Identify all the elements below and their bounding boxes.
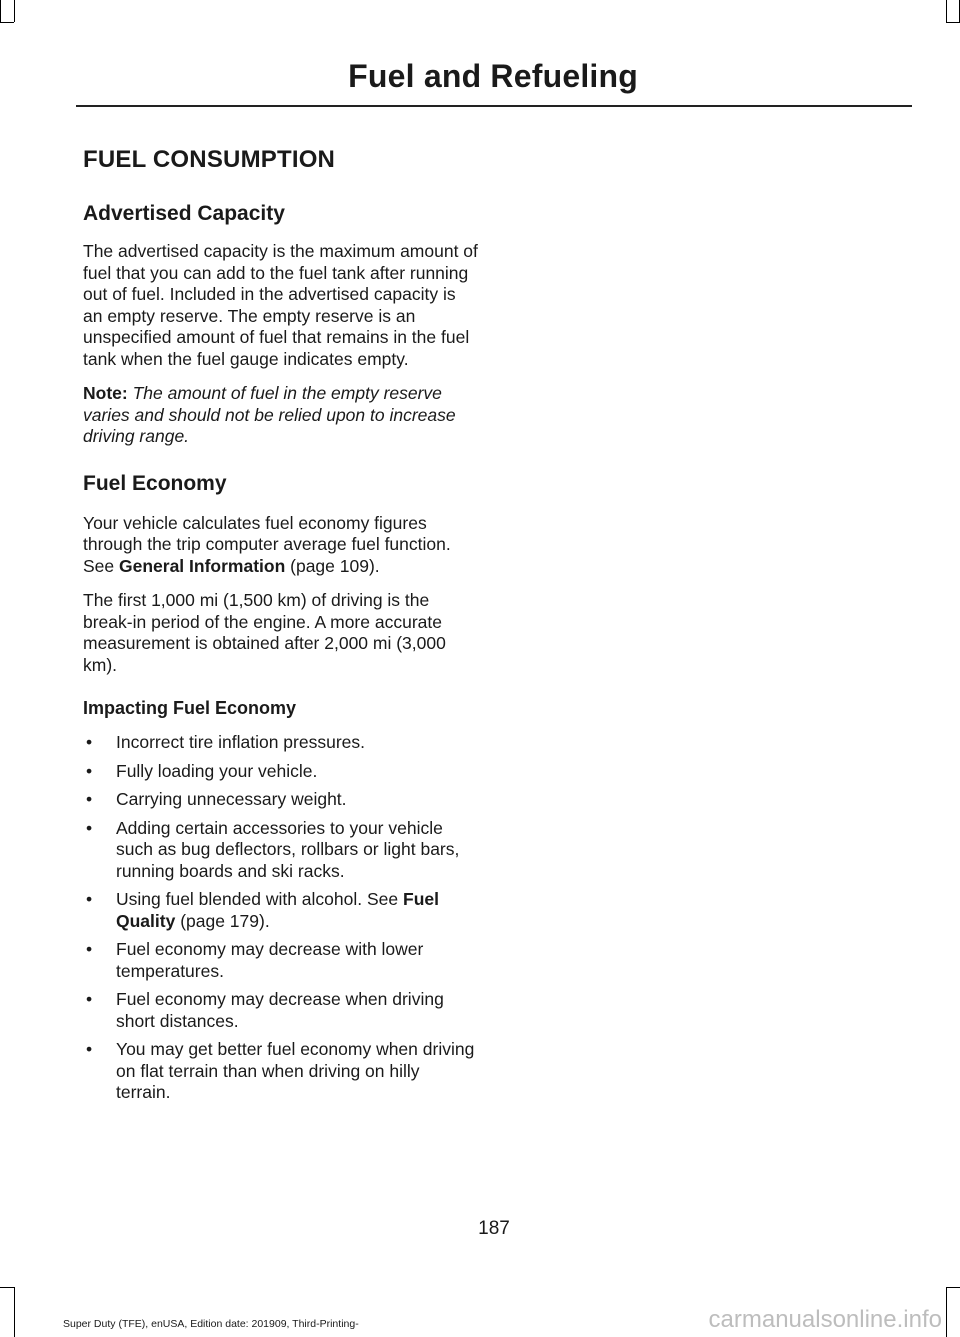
list-item — [83, 889, 478, 932]
list-item-text: You may get better fuel economy when driving on flat terrain than when driving on hilly terrain. — [116, 1039, 475, 1102]
bullet: • — [86, 732, 93, 752]
crop-mark — [0, 0, 1, 22]
header-divider — [76, 105, 912, 107]
page-header-title: Fuel and Refueling — [348, 58, 638, 94]
crop-mark — [946, 22, 960, 23]
page-ref: (page 179). — [175, 910, 270, 931]
section-title: FUEL CONSUMPTION — [83, 146, 336, 173]
bullet: • — [86, 817, 93, 838]
fuel-quality-link[interactable]: Fuel Quality — [116, 889, 439, 931]
list-item-text: Fuel economy may decrease with lower temperatures. — [116, 939, 424, 981]
advertised-capacity-body: The advertised capacity is the maximum amount of fuel that you can add to the fuel tank after running out of fuel. Included in the advertised capacity is an empty reserve. The empty reserve is an unspecified amount of fuel that remains in the fuel tank when the fuel gauge indicates empty. — [83, 241, 478, 369]
page-ref: (page 109). — [285, 555, 380, 576]
list-item — [83, 818, 478, 883]
impacting-fuel-economy-heading: Impacting Fuel Economy — [83, 698, 297, 718]
footer-edition: Super Duty (TFE), enUSA, Edition date: 201909, Third-Printing- — [63, 1318, 359, 1330]
list-item — [83, 939, 478, 982]
fuel-economy-para-1-text: Your vehicle calculates fuel economy figures through the trip computer average fuel function. See — [83, 512, 451, 576]
note-text: The amount of fuel in the empty reserve varies and should not be relied upon to increase driving range. — [83, 383, 456, 446]
list-item — [83, 789, 478, 811]
crop-mark — [946, 1287, 947, 1337]
list-item — [83, 761, 478, 783]
bullet: • — [86, 939, 93, 959]
list-item — [83, 989, 478, 1032]
general-information-link[interactable]: General Information — [119, 555, 286, 576]
crop-mark — [0, 22, 14, 23]
fuel-economy-para-2: The first 1,000 mi (1,500 km) of driving is the break-in period of the engine. A more accurate measurement is obtained after 2,000 mi (3,000 km). — [83, 590, 446, 675]
list-item — [83, 1039, 478, 1104]
bullet: • — [86, 989, 93, 1009]
main-content — [83, 145, 478, 1111]
list-item-text: Fully loading your vehicle. — [116, 760, 318, 781]
fuel-economy-heading: Fuel Economy — [83, 471, 227, 495]
note-label: Note: — [83, 383, 128, 403]
impacting-list — [83, 732, 478, 1104]
list-item-text: Adding certain accessories to your vehicle such as bug deflectors, rollbars or light bars, running boards and ski racks. — [116, 817, 460, 881]
bullet: • — [86, 1039, 93, 1059]
bullet: • — [86, 760, 93, 781]
advertised-capacity-heading: Advertised Capacity — [83, 202, 285, 225]
bullet: • — [86, 789, 93, 809]
crop-mark — [946, 0, 947, 22]
list-item — [83, 732, 478, 754]
page-number: 187 — [478, 1218, 510, 1239]
note — [83, 383, 478, 448]
bullet: • — [86, 889, 93, 909]
watermark: carmanualsonline.info — [708, 1306, 942, 1333]
list-item-text: Fuel economy may decrease when driving short distances. — [116, 989, 444, 1031]
list-item-text: Using fuel blended with alcohol. See — [116, 889, 403, 909]
list-item-text: Incorrect tire inflation pressures. — [116, 732, 365, 752]
crop-mark — [14, 1287, 15, 1337]
list-item-text: Carrying unnecessary weight. — [116, 789, 347, 809]
crop-mark — [946, 1287, 960, 1288]
crop-mark — [0, 1287, 14, 1288]
fuel-economy-para-1 — [83, 513, 478, 578]
crop-mark — [14, 0, 15, 22]
